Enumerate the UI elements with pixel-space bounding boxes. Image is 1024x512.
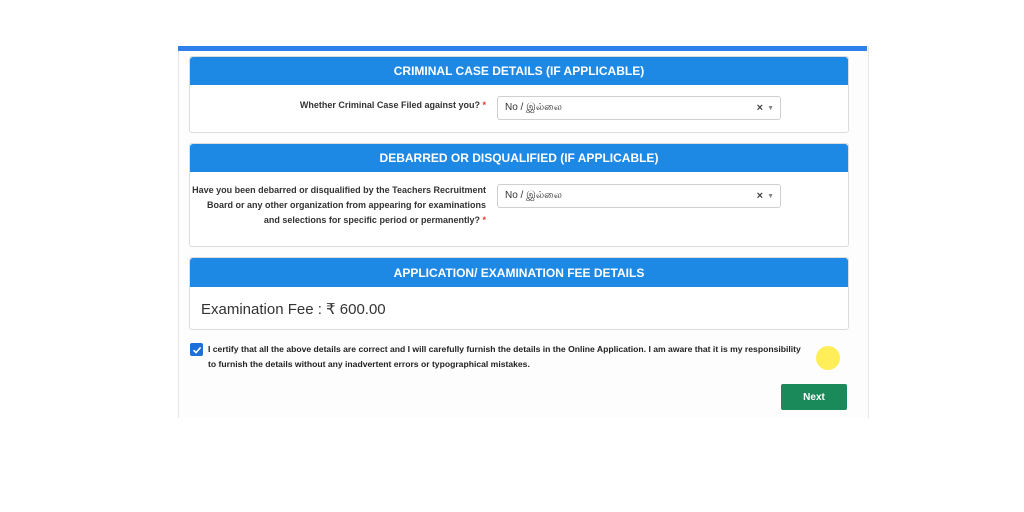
debarred-card xyxy=(189,143,849,247)
criminal-case-question-text: Whether Criminal Case Filed against you? xyxy=(299,100,480,110)
debarred-question xyxy=(192,183,486,228)
chevron-down-icon[interactable]: ▼ xyxy=(767,104,774,112)
debarred-question-line1: Have you been debarred or disqualified by the Teachers Recruitment xyxy=(192,185,486,195)
top-accent-bar xyxy=(178,46,867,51)
certification-text xyxy=(208,342,848,372)
chevron-down-icon[interactable]: ▼ xyxy=(767,192,774,200)
fee-header: APPLICATION/ EXAMINATION FEE DETAILS xyxy=(190,258,848,287)
criminal-case-header: CRIMINAL CASE DETAILS (IF APPLICABLE) xyxy=(190,57,848,85)
required-asterisk: * xyxy=(482,100,486,110)
criminal-case-card xyxy=(189,56,849,133)
certify-checkbox[interactable] xyxy=(190,343,203,356)
next-button[interactable]: Next xyxy=(781,384,847,410)
required-asterisk: * xyxy=(482,215,486,225)
debarred-selected-value: No / இல்லை xyxy=(505,190,562,201)
fee-card xyxy=(189,257,849,330)
certification-line1: I certify that all the above details are correct and I will carefully furnish the details in the Online Application. I am aware that it is my responsibility xyxy=(208,344,801,354)
criminal-case-selected-value: No / இல்லை xyxy=(505,102,562,113)
examination-fee-text: Examination Fee : ₹ 600.00 xyxy=(201,301,386,318)
clear-icon[interactable]: × xyxy=(756,102,764,114)
debarred-select[interactable] xyxy=(497,184,781,208)
criminal-case-select[interactable] xyxy=(497,96,781,120)
debarred-header: DEBARRED OR DISQUALIFIED (IF APPLICABLE) xyxy=(190,144,848,172)
debarred-question-line3: and selections for specific period or permanently? xyxy=(263,215,480,225)
cursor-highlight xyxy=(816,346,840,370)
clear-icon[interactable]: × xyxy=(756,190,764,202)
check-icon xyxy=(192,345,202,355)
criminal-case-question xyxy=(300,98,486,113)
debarred-question-line2: Board or any other organization from appearing for examinations xyxy=(206,200,486,210)
debarred-question-line3-wrap xyxy=(192,213,486,228)
certification-line2: to furnish the details without any inadvertent errors or typographical mistakes. xyxy=(208,359,530,369)
